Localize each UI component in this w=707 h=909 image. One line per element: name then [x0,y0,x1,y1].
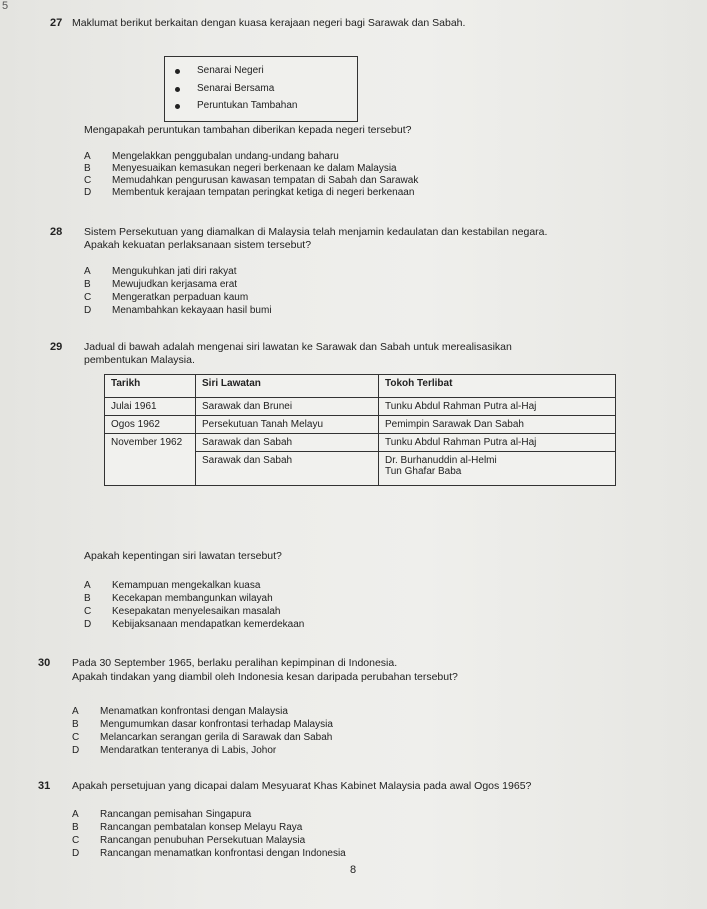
q29-option-c[interactable]: C Kesepakatan menyelesaikan masalah [84,606,281,617]
q28-option-d[interactable]: D Menambahkan kekayaan hasil bumi [84,305,272,316]
q31-number: 31 [38,780,51,792]
box-item: Senarai Bersama [197,83,274,94]
q30-number: 30 [38,657,51,669]
q30-option-a[interactable]: A Menamatkan konfrontasi dengan Malaysia [72,706,288,717]
cell-figure-line2: Tun Ghafar Baba [385,466,462,477]
page-number: 8 [350,864,357,876]
box-item: Peruntukan Tambahan [197,100,297,111]
q28-option-c[interactable]: C Mengeratkan perpaduan kaum [84,292,249,303]
q29-line2: pembentukan Malaysia. [84,354,195,366]
bullet-icon [175,69,180,74]
bullet-icon [175,104,180,109]
header-date: Tarikh [105,375,196,398]
table-row [105,416,616,434]
cell-date: Julai 1961 [105,398,196,416]
q28-number: 28 [50,226,63,238]
cell-figure-line1: Dr. Burhanuddin al-Helmi [385,455,497,466]
bullet-icon [175,87,180,92]
q27-option-a[interactable]: A Mengelakkan penggubalan undang-undang baharu [84,151,339,162]
box-item: Senarai Negeri [197,65,264,76]
q30-option-c[interactable]: C Melancarkan serangan gerila di Sarawak dan Sabah [72,732,333,743]
cell-date: Ogos 1962 [105,416,196,434]
q28-option-a[interactable]: A Mengukuhkan jati diri rakyat [84,266,237,277]
cell-visit: Persekutuan Tanah Melayu [196,416,379,434]
q27-text: Maklumat berikut berkaitan dengan kuasa kerajaan negeri bagi Sarawak dan Sabah. [72,17,466,29]
table-row [105,434,616,452]
q27-option-d[interactable]: D Membentuk kerajaan tempatan peringkat ketiga di negeri berkenaan [84,187,415,198]
table-row [105,398,616,416]
q28-line2: Apakah kekuatan perlaksanaan sistem tersebut? [84,239,312,251]
q29-question: Apakah kepentingan siri lawatan tersebut? [84,550,282,562]
q30-option-d[interactable]: D Mendaratkan tenteranya di Labis, Johor [72,745,277,756]
q29-option-b[interactable]: B Kecekapan membangunkan wilayah [84,593,273,604]
q29-line1: Jadual di bawah adalah mengenai siri lawatan ke Sarawak dan Sabah untuk merealisasikan [84,341,512,353]
q28-line1: Sistem Persekutuan yang diamalkan di Malaysia telah menjamin kedaulatan dan kestabilan negara. [84,226,548,238]
q27-option-b[interactable]: B Menyesuaikan kemasukan negeri berkenaan ke dalam Malaysia [84,163,397,174]
q27-info-box [164,56,358,122]
q27-question: Mengapakah peruntukan tambahan diberikan kepada negeri tersebut? [84,124,412,136]
q30-option-b[interactable]: B Mengumumkan dasar konfrontasi terhadap Malaysia [72,719,333,730]
cell-figure [379,452,616,486]
header-visit: Siri Lawatan [196,375,379,398]
q31-option-d[interactable]: D Rancangan menamatkan konfrontasi dengan Indonesia [72,848,346,859]
cell-visit: Sarawak dan Brunei [196,398,379,416]
q27-option-c[interactable]: C Memudahkan pengurusan kawasan tempatan di Sabah dan Sarawak [84,175,419,186]
q31-text: Apakah persetujuan yang dicapai dalam Mesyuarat Khas Kabinet Malaysia pada awal Ogos 1965? [72,780,532,792]
q27-number: 27 [50,17,63,29]
corner-mark: 5 [2,0,9,12]
q28-option-b[interactable]: B Mewujudkan kerjasama erat [84,279,238,290]
cell-figure: Tunku Abdul Rahman Putra al-Haj [379,434,616,452]
cell-figure: Pemimpin Sarawak Dan Sabah [379,416,616,434]
q29-visits-table [104,374,616,486]
q29-option-d[interactable]: D Kebijaksanaan mendapatkan kemerdekaan [84,619,305,630]
q29-option-a[interactable]: A Kemampuan mengekalkan kuasa [84,580,261,591]
header-figure: Tokoh Terlibat [379,375,616,398]
cell-visit: Sarawak dan Sabah [196,434,379,452]
q30-line2: Apakah tindakan yang diambil oleh Indonesia kesan daripada perubahan tersebut? [72,671,458,683]
q31-option-a[interactable]: A Rancangan pemisahan Singapura [72,809,252,820]
q31-option-c[interactable]: C Rancangan penubuhan Persekutuan Malaysia [72,835,306,846]
q29-number: 29 [50,341,63,353]
cell-visit: Sarawak dan Sabah [196,452,379,486]
cell-figure: Tunku Abdul Rahman Putra al-Haj [379,398,616,416]
table-header-row [105,375,616,398]
cell-date: November 1962 [105,434,196,486]
q30-line1: Pada 30 September 1965, berlaku peralihan kepimpinan di Indonesia. [72,657,398,669]
q31-option-b[interactable]: B Rancangan pembatalan konsep Melayu Raya [72,822,303,833]
